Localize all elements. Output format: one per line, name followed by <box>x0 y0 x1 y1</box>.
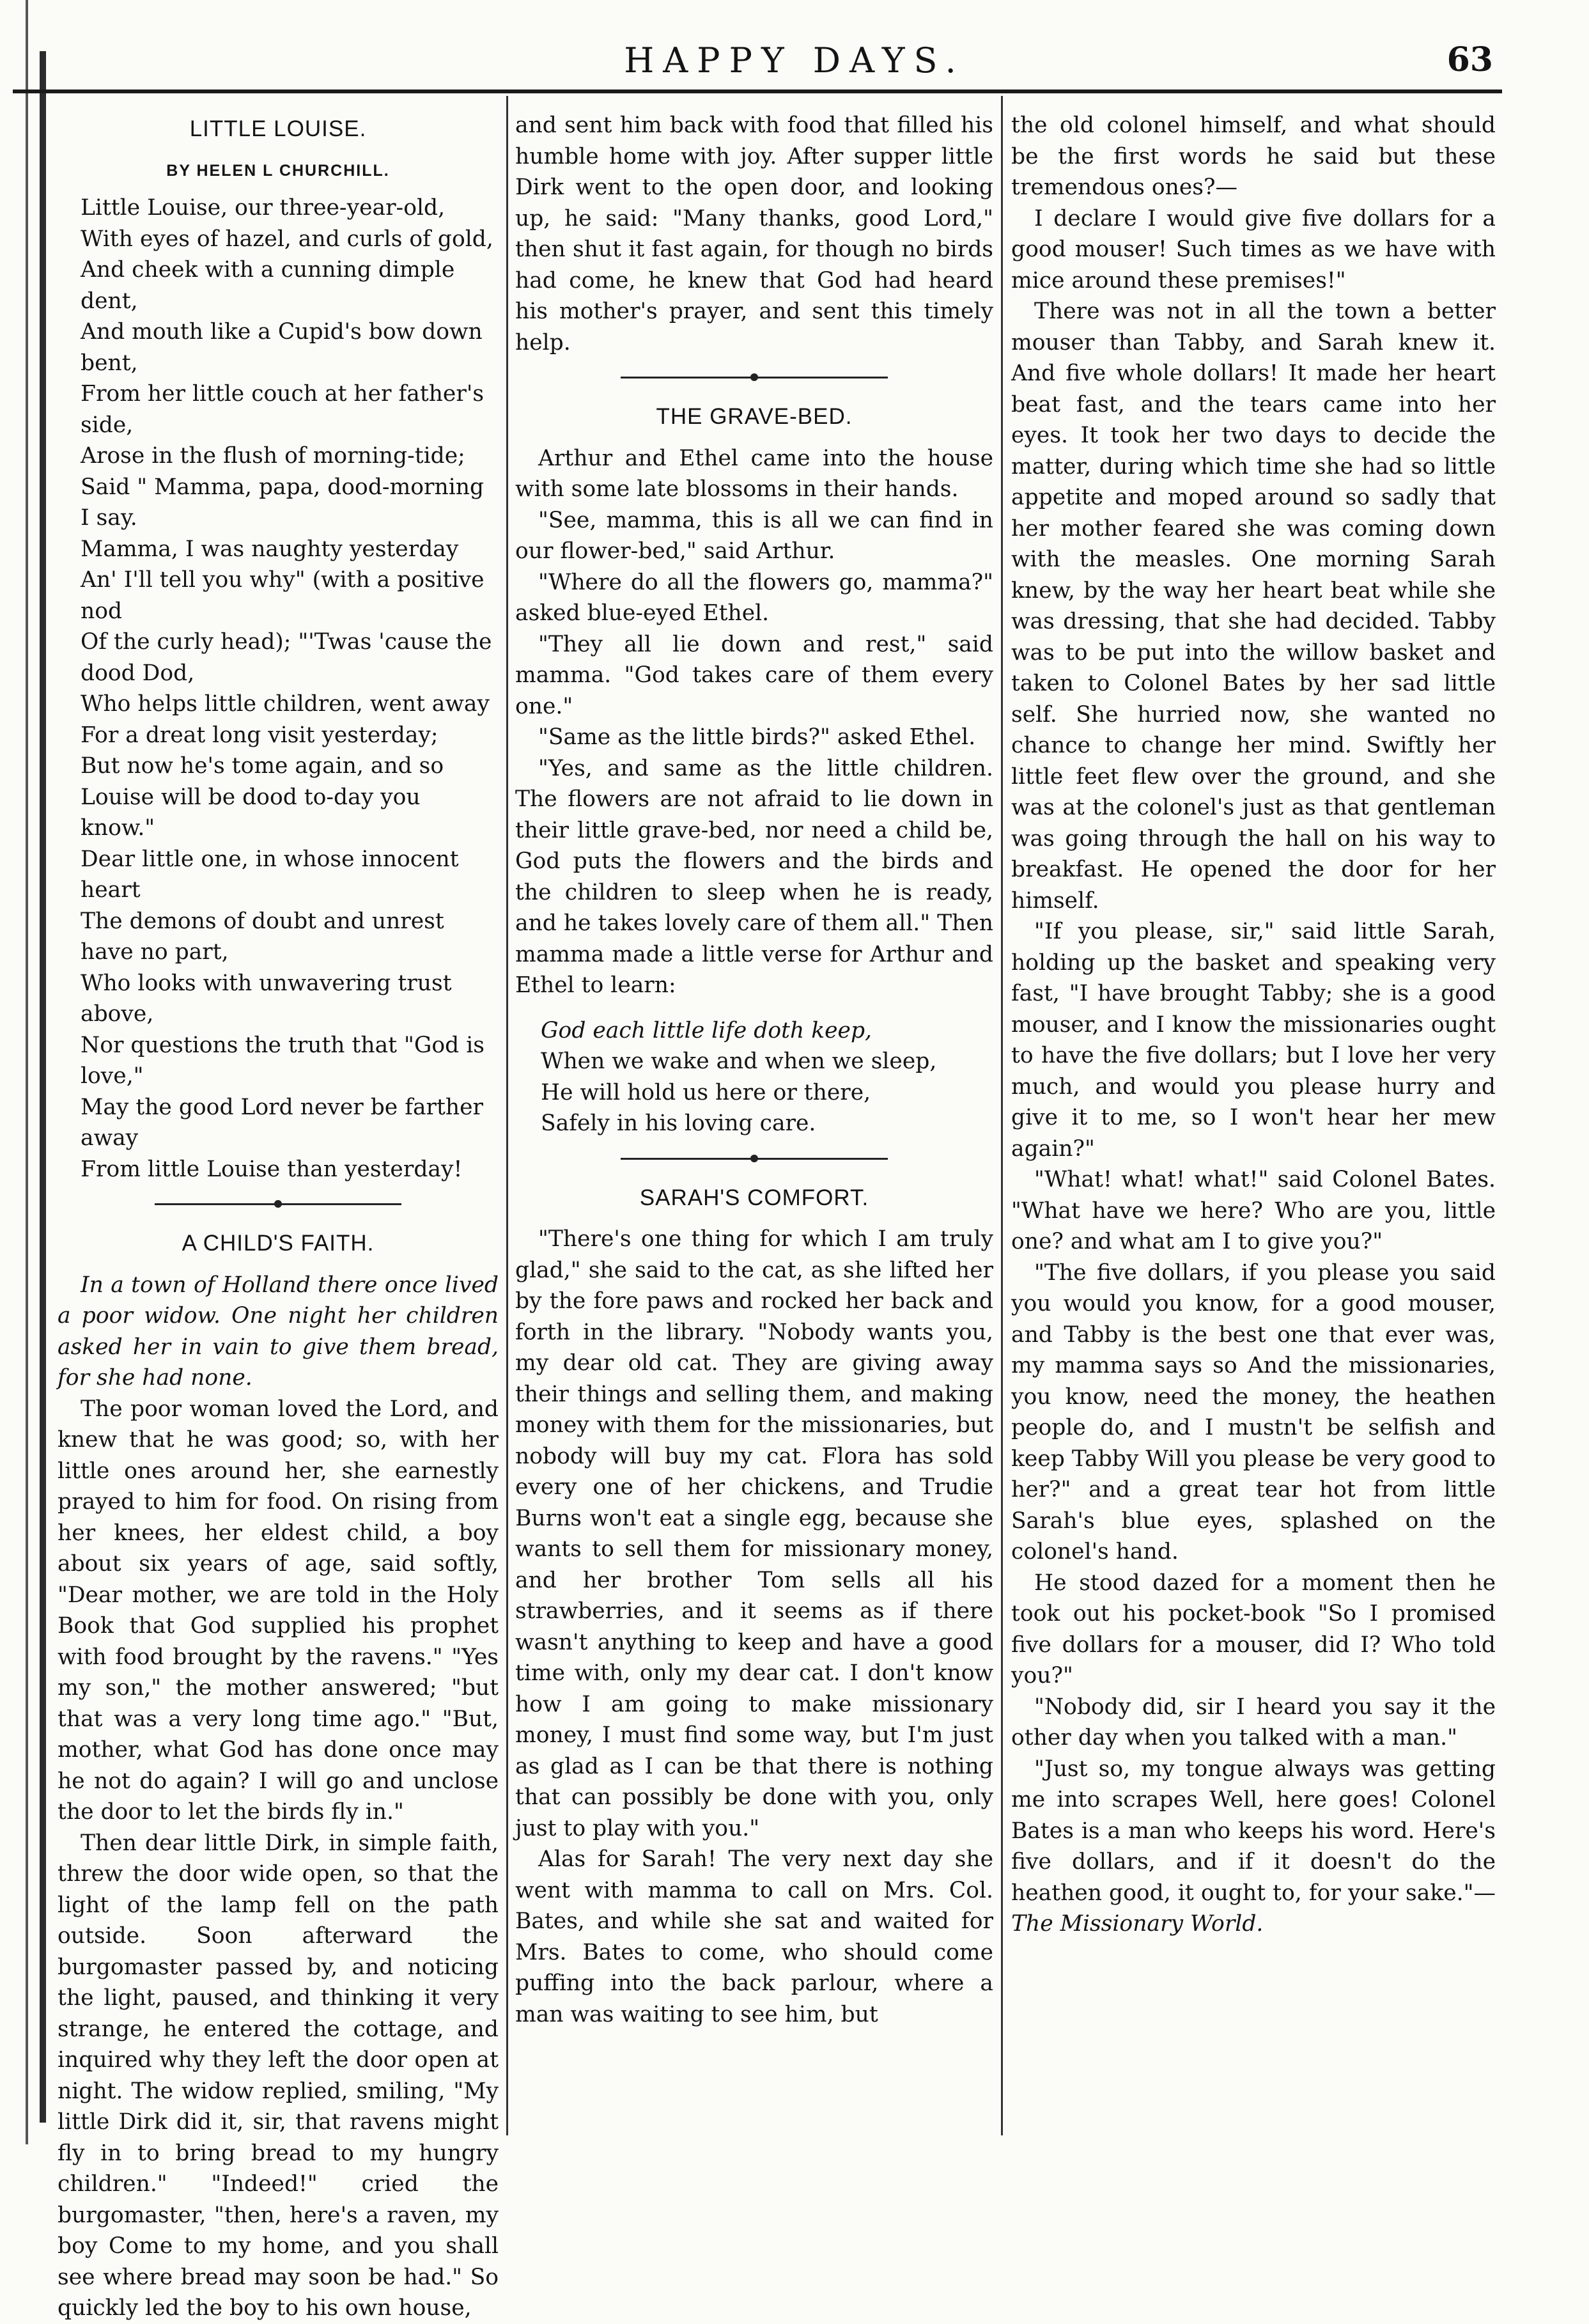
poem-line: From little Louise than yesterday! <box>81 1156 463 1182</box>
poem-line: Who helps little children, went away <box>81 691 490 717</box>
paragraph: In a town of Holland there once lived a poor widow. One night her children asked her in vain to give them bread, for she had none. <box>58 1272 499 1391</box>
column-2 <box>515 110 993 2124</box>
paragraph: Arthur and Ethel came into the house with some late blossoms in their hands. <box>515 445 993 502</box>
header-rule <box>13 90 1502 93</box>
article-title-sarahs-comfort: SARAH'S COMFORT. <box>639 1185 869 1210</box>
paragraph: I declare I would give five dollars for a good mouser! Such times as we have with mice around these premises!" <box>1011 205 1496 293</box>
poem-line: Of the curly head); "'Twas 'cause the dood Dod, <box>81 629 492 686</box>
section-separator <box>515 364 993 390</box>
verse-line: When we wake and when we sleep, <box>541 1049 937 1074</box>
poem-line: May the good Lord never be farther away <box>81 1094 484 1151</box>
binding-edge <box>26 0 28 2144</box>
poem-line: From her little couch at her father's side, <box>81 381 484 438</box>
article-title-grave-bed: THE GRAVE-BED. <box>656 404 853 429</box>
column-3 <box>1011 110 1496 2124</box>
poem-line: Louise will be dood to-day you know." <box>81 784 421 841</box>
page-header <box>0 35 1589 86</box>
paragraph: "What! what! what!" said Colonel Bates. "What have we here? Who are you, little one? and what am I to give you?" <box>1011 1167 1496 1254</box>
poem-line: And mouth like a Cupid's bow down bent, <box>81 319 483 376</box>
poem-line: For a dreat long visit yesterday; <box>81 722 438 748</box>
paragraph: "Where do all the flowers go, mamma?" asked blue-eyed Ethel. <box>515 569 993 626</box>
paragraph: "Nobody did, sir I heard you say it the other day when you talked with a man." <box>1011 1694 1496 1751</box>
paragraph: "See, mamma, this is all we can find in our flower-bed," said Arthur. <box>515 507 993 564</box>
article-byline: BY HELEN L CHURCHILL. <box>166 161 390 180</box>
section-separator <box>58 1191 499 1217</box>
binding-shadow <box>40 51 46 2123</box>
closing-text: "Just so, my tongue always was getting me into scrapes Well, here goes! Colonel Bates is a man who keeps his word. Here's five dollars, and if it doesn't do the heathen good, it ought to, for your sake."— <box>1011 1756 1496 1906</box>
paragraph: "There's one thing for which I am truly glad," she said to the cat, as she lifted her by the fore paws and rocked her back and forth in the library. "Nobody wants you, my dear old cat. They are giving away their things and selling them, and making money with them for the missionaries, but nobody will buy my cat. Flora has sold every one of her chickens, and Trudie Burns won't eat a single egg, because she wants to sell them for missionary money, and her brother Tom sells all his strawberries, and it seems as if there wasn't anything to keep and have a good time with, only my dear cat. I don't know how I am going to make missionary money, I must find some way, but I'm just as glad as I can be that there is nothing that can possibly be done with you, only just to play with you." <box>515 1226 993 1841</box>
paragraph: "If you please, sir," said little Sarah, holding up the basket and speaking very fast, "I have brought Tabby; she is a good mouser, and I know the missionaries ought to have the five dollars; but I love her very much, and would you please hurry and give it to me, so I won't hear her mew again?" <box>1011 919 1496 1162</box>
paragraph: and sent him back with food that filled his humble home with joy. After supper little Dirk went to the open door, and looking up, he said: "Many thanks, good Lord," then shut it fast again, for though no birds had come, he knew that God had heard his mother's prayer, and sent this timely help. <box>515 113 993 355</box>
poem-line: Said " Mamma, papa, dood-morning I say. <box>81 474 484 531</box>
verse-line: God each little life doth keep, <box>541 1017 872 1043</box>
newspaper-title: HAPPY DAYS. <box>624 40 965 81</box>
column-divider-1 <box>506 96 508 2135</box>
paragraph: the old colonel himself, and what should be the first words he said but these tremendous ones?— <box>1011 113 1496 200</box>
poem-line: An' I'll tell you why" (with a positive nod <box>81 567 484 624</box>
poem-line: But now he's tome again, and so <box>81 753 444 779</box>
poem-line: With eyes of hazel, and curls of gold, <box>81 226 493 252</box>
paragraph: The poor woman loved the Lord, and knew that he was good; so, with her little ones around her, she earnestly prayed to him for food. On rising from her knees, her eldest child, a boy about six years of age, said softly, "Dear mother, we are told in the Holy Book that God supplied his prophet with food brought by the ravens." "Yes my son," the mother answered; "but that was a very long time ago." "But, mother, what God has done once may he not do again? I will go and unclose the door to let the birds fly in." <box>58 1396 499 1825</box>
paragraph: "Same as the little birds?" asked Ethel. <box>538 724 976 750</box>
paragraph: "They all lie down and rest," said mamma. "God takes care of them every one." <box>515 631 993 719</box>
poem-line: Nor questions the truth that "God is love," <box>81 1032 484 1089</box>
article-title-little-louise: LITTLE LOUISE. <box>189 116 367 141</box>
verse-line: He will hold us here or there, <box>541 1079 871 1105</box>
paragraph: He stood dazed for a moment then he took out his pocket-book "So I promised five dollars for a mouser, did I? Who told you?" <box>1011 1570 1496 1688</box>
column-1 <box>58 110 499 2321</box>
poem-little-louise <box>58 192 499 1185</box>
verse-line: Safely in his loving care. <box>541 1111 816 1136</box>
page-number: 63 <box>1446 40 1493 79</box>
poem-line: Mamma, I was naughty yesterday <box>81 536 459 562</box>
paragraph: Then dear little Dirk, in simple faith, threw the door wide open, so that the light of the lamp fell on the path outside. Soon afterward the burgomaster passed by, and noticing the light, paused, and thinking it very strange, he entered the cottage, and inquired why they left the door open at night. The widow replied, smiling, "My little Dirk did it, sir, that ravens might fly in to bring bread to my hungry children." "Indeed!" cried the burgomaster, "then, here's a raven, my boy Come to my home, and you shall see where bread may soon be had." So quickly led the boy to his own house, <box>58 1830 499 2321</box>
paragraph: There was not in all the town a better mouser than Tabby, and Sarah knew it. And five whole dollars! It made her heart beat fast, and the tears came into her eyes. It took her two days to decide the matter, during which time she had so little appetite and moped around so sadly that her mother feared she was coming down with the measles. One morning Sarah knew, by the way her heart beat while she was dressing, that she had decided. Tabby was to be put into the willow basket and taken to Colonel Bates by her sad little self. She hurried now, she wanted no chance to change her mind. Swiftly her little feet flew over the ground, and she was at the colonel's just as that gentleman was going through the hall on his way to breakfast. He opened the door for her himself. <box>1011 299 1496 914</box>
paragraph <box>1011 1754 1496 1940</box>
poem-line: Little Louise, our three-year-old, <box>81 195 446 221</box>
poem-line: And cheek with a cunning dimple dent, <box>81 257 455 314</box>
section-separator <box>515 1146 993 1171</box>
poem-line: The demons of doubt and unrest have no part, <box>81 908 444 965</box>
paragraph: "Yes, and same as the little children. The flowers are not afraid to lie down in their little grave-bed, nor need a child be, God puts the flowers and the birds and the children to sleep when he is ready, and he takes lovely care of them all." Then mamma made a little verse for Arthur and Ethel to learn: <box>515 755 993 998</box>
poem-line: Who looks with unwavering trust above, <box>81 970 452 1027</box>
poem-line: Dear little one, in whose innocent heart <box>81 846 459 903</box>
paragraph: Alas for Sarah! The very next day she went with mamma to call on Mrs. Col. Bates, and while she sat and waited for Mrs. Bates to come, who should come puffing into the back parlour, where a man was waiting to see him, but <box>515 1846 993 2027</box>
poem-line: Arose in the flush of morning-tide; <box>81 443 465 469</box>
paragraph: "The five dollars, if you please you said you would you know, for a good mouser, and Tabby is the best one that ever was, my mamma says so And the missionaries, you know, need the money, the heathen people do, and I mustn't be selfish and keep Tabby Will you please be very good to her?" and a great tear hot from little Sarah's blue eyes, splashed on the colonel's hand. <box>1011 1259 1496 1564</box>
source-credit: The Missionary World. <box>1011 1911 1264 1937</box>
article-title-childs-faith: A CHILD'S FAITH. <box>182 1231 375 1256</box>
verse-block <box>515 1015 993 1139</box>
column-divider-2 <box>1001 96 1003 2135</box>
